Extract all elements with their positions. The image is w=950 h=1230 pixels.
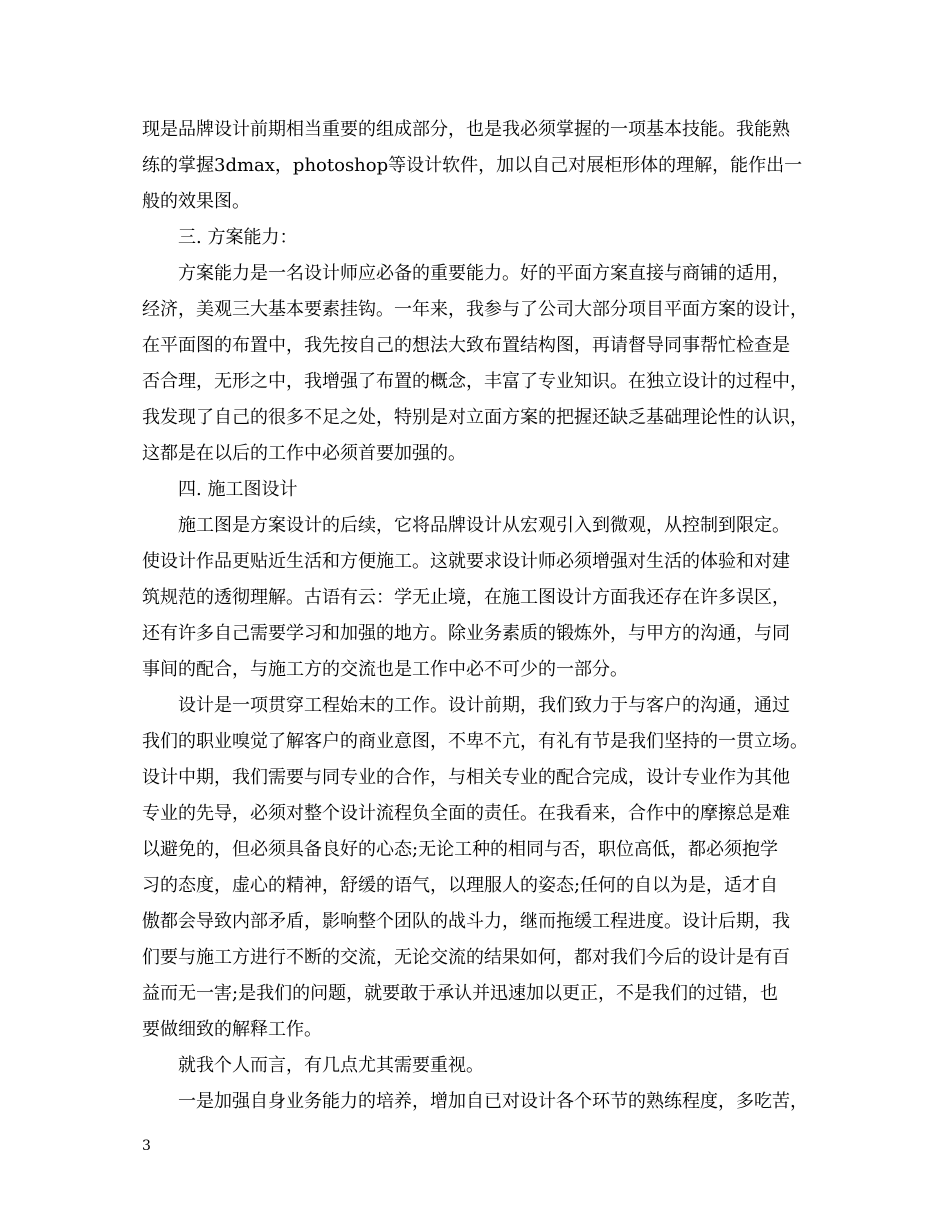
page-number: 3 bbox=[142, 1138, 151, 1154]
text-line: 方案能力是一名设计师应必备的重要能力。好的平面方案直接与商铺的适用， bbox=[178, 263, 790, 284]
text-line: 傲都会导致内部矛盾，影响整个团队的战斗力，继而拖缓工程进度。设计后期，我 bbox=[142, 911, 790, 932]
text-line: 施工图是方案设计的后续，它将品牌设计从宏观引入到微观，从控制到限定。 bbox=[178, 515, 790, 536]
text-line: 这都是在以后的工作中必须首要加强的。 bbox=[142, 443, 466, 464]
text-line: 益而无一害;是我们的问题，就要敢于承认并迅速加以更正，不是我们的过错，也 bbox=[142, 983, 779, 1004]
text-line: 一是加强自身业务能力的培养，增加自已对设计各个环节的熟练程度，多吃苦， bbox=[178, 1091, 808, 1112]
text-line: 我们的职业嗅觉了解客户的商业意图，不卑不亢，有礼有节是我们坚持的一贯立场。 bbox=[142, 731, 808, 752]
text-line: 四. 施工图设计 bbox=[178, 479, 298, 500]
text-line: 经济，美观三大基本要素挂钩。一年来，我参与了公司大部分项目平面方案的设计， bbox=[142, 299, 808, 320]
text-line: 要做细致的解释工作。 bbox=[142, 1019, 322, 1040]
text-line: 练的掌握3dmax，photoshop等设计软件，加以自己对展柜形体的理解，能作出一 bbox=[142, 155, 803, 176]
text-line: 设计是一项贯穿工程始末的工作。设计前期，我们致力于与客户的沟通，通过 bbox=[178, 695, 790, 716]
text-line: 否合理，无形之中，我增强了布置的概念，丰富了专业知识。在独立设计的过程中， bbox=[142, 371, 808, 392]
text-line: 还有许多自己需要学习和加强的地方。除业务素质的锻炼外，与甲方的沟通，与同 bbox=[142, 623, 790, 644]
text-line: 专业的先导，必须对整个设计流程负全面的责任。在我看来，合作中的摩擦总是难 bbox=[142, 803, 790, 824]
body-text bbox=[142, 112, 822, 1120]
text-line: 们要与施工方进行不断的交流，无论交流的结果如何，都对我们今后的设计是有百 bbox=[142, 947, 790, 968]
text-line: 以避免的，但必须具备良好的心态;无论工种的相同与否，职位高低，都必须抱学 bbox=[142, 839, 779, 860]
text-line: 现是品牌设计前期相当重要的组成部分，也是我必须掌握的一项基本技能。我能熟 bbox=[142, 119, 790, 140]
text-line: 在平面图的布置中，我先按自己的想法大致布置结构图，再请督导同事帮忙检查是 bbox=[142, 335, 790, 356]
text-line: 习的态度，虚心的精神，舒缓的语气，以理服人的姿态;任何的自以为是，适才自 bbox=[142, 875, 779, 896]
text-line: 三. 方案能力： bbox=[178, 227, 298, 248]
text-line: 设计中期，我们需要与同专业的合作，与相关专业的配合完成，设计专业作为其他 bbox=[142, 767, 790, 788]
text-line: 就我个人而言，有几点尤其需要重视。 bbox=[178, 1055, 484, 1076]
text-line: 般的效果图。 bbox=[142, 191, 250, 212]
text-line: 事间的配合，与施工方的交流也是工作中必不可少的一部分。 bbox=[142, 659, 628, 680]
text-line: 我发现了自己的很多不足之处，特别是对立面方案的把握还缺乏基础理论性的认识， bbox=[142, 407, 808, 428]
text-line: 使设计作品更贴近生活和方便施工。这就要求设计师必须增强对生活的体验和对建 bbox=[142, 551, 790, 572]
text-line: 筑规范的透彻理解。古语有云：学无止境，在施工图设计方面我还存在许多误区， bbox=[142, 587, 790, 608]
